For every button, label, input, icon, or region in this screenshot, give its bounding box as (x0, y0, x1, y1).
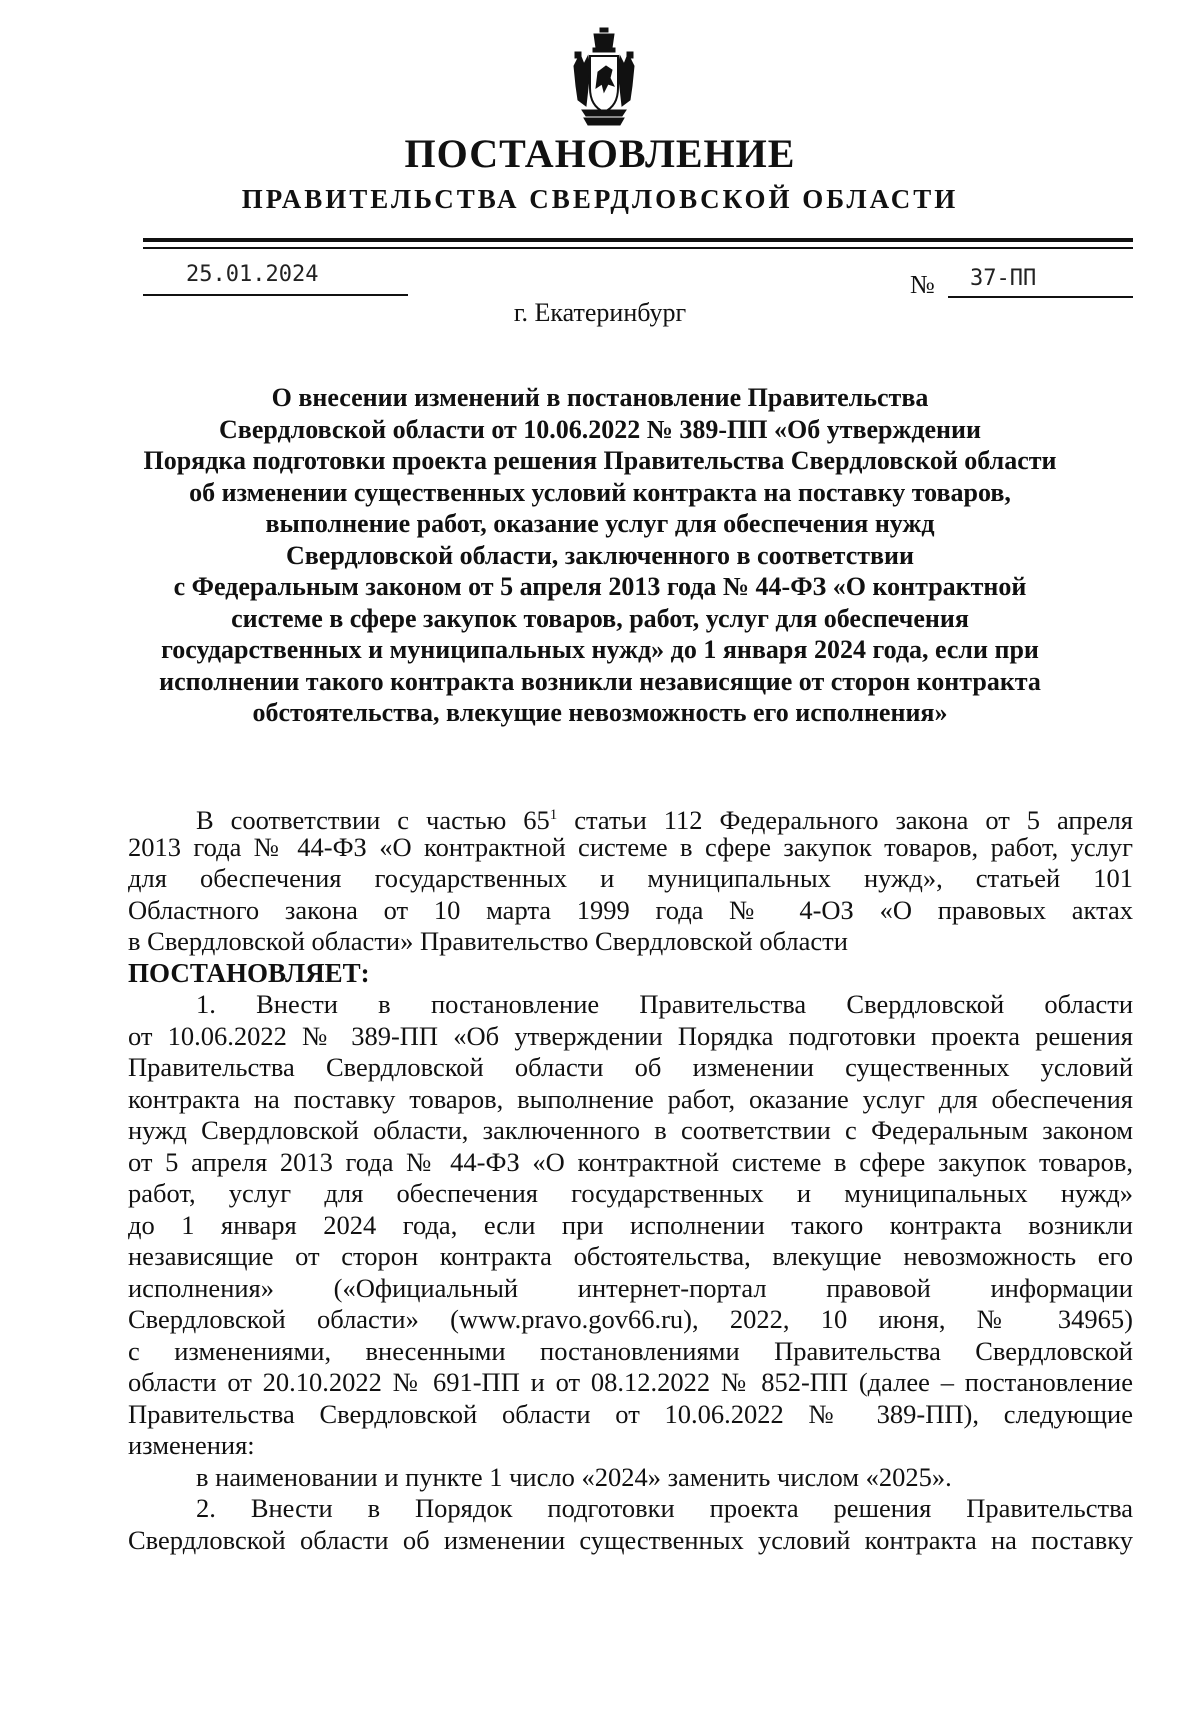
item1-change: в наименовании и пункте 1 число «2024» заменить числом «2025». (196, 1461, 952, 1492)
heading-line: об изменении существенных условий контракта на поставку товаров, (189, 477, 1011, 507)
item1-line: 1. Внести в постановление Правительства Свердловской области (196, 989, 1133, 1019)
item1-line: изменения: (128, 1430, 255, 1460)
preamble-line: в Свердловской области» Правительство Свердловской области (128, 926, 848, 956)
item1-line: нужд Свердловской области, заключенного в соответствии с Федеральным законом (128, 1115, 1133, 1145)
preamble-line: 2013 года № 44-ФЗ «О контрактной системе в сфере закупок товаров, работ, услуг (128, 831, 1133, 862)
preamble-text: В соответствии с частью 65 (196, 804, 550, 835)
document-title: ПОСТАНОВЛЕНИЕ (404, 131, 796, 176)
document-heading (100, 382, 1100, 729)
document-body (128, 800, 1133, 1556)
decree-word: ПОСТАНОВЛЯЕТ: (128, 957, 370, 988)
document-issuer: ПРАВИТЕЛЬСТВА СВЕРДЛОВСКОЙ ОБЛАСТИ (241, 184, 959, 214)
issue-city: г. Екатеринбург (513, 298, 687, 327)
header-rule-thin (143, 247, 1133, 249)
superscript: 1 (549, 807, 558, 823)
item1-line: от 10.06.2022 № 389-ПП «Об утверждении Порядка подготовки проекта решения (128, 1020, 1133, 1051)
item1-line: с изменениями, внесенными постановлениями Правительства Свердловской (128, 1335, 1133, 1366)
heading-line: государственных и муниципальных нужд» до 1 января 2024 года, если при (161, 635, 1039, 664)
item2-line: Свердловской области об изменении существенных условий контракта на поставку (128, 1524, 1133, 1555)
heading-line: О внесении изменений в постановление Правительства (271, 383, 929, 412)
number-sign: № (910, 270, 935, 299)
number-field (948, 264, 1133, 298)
date-field (143, 262, 408, 296)
item1-line: контракта на поставку товаров, выполнение работ, оказание услуг для обеспечения (128, 1083, 1133, 1114)
preamble-line (128, 800, 1133, 835)
preamble-line: Областного закона от 10 марта 1999 года № 4-ОЗ «О правовых актах (128, 894, 1133, 925)
document-date: 25.01.2024 (186, 262, 319, 287)
heading-line: выполнение работ, оказание услуг для обеспечения нужд (265, 509, 935, 538)
heading-line: исполнении такого контракта возникли независящие от сторон контракта (159, 666, 1041, 696)
item1-line: исполнения» («Официальный интернет-портал правовой информации (128, 1272, 1133, 1303)
heading-line: обстоятельства, влекущие невозможность его исполнения» (252, 698, 948, 727)
heading-line: Свердловской области от 10.06.2022 № 389-ПП «Об утверждении (219, 414, 981, 444)
heading-line: Порядка подготовки проекта решения Правительства Свердловской области (143, 446, 1057, 475)
item1-line: до 1 января 2024 года, если при исполнении такого контракта возникли (128, 1209, 1133, 1240)
header-rule-thick (143, 238, 1133, 242)
item1-line: Правительства Свердловской области об изменении существенных условий (128, 1052, 1133, 1082)
coat-of-arms-icon (572, 26, 636, 128)
heading-line: Свердловской области, заключенного в соответствии (285, 540, 915, 570)
item2-line: 2. Внести в Порядок подготовки проекта решения Правительства (196, 1493, 1133, 1523)
item1-line: независящие от сторон контракта обстоятельства, влекущие невозможность его (128, 1241, 1133, 1271)
preamble-line: для обеспечения государственных и муниципальных нужд», статьей 101 (128, 863, 1133, 893)
heading-line: с Федеральным законом от 5 апреля 2013 года № 44-ФЗ «О контрактной (173, 572, 1027, 601)
heading-line: системе в сфере закупок товаров, работ, услуг для обеспечения (231, 603, 969, 633)
preamble-text: статьи 112 Федерального закона от 5 апреля (557, 804, 1133, 835)
item1-line: Свердловской области» (www.pravo.gov66.ru), 2022, 10 июня, № 34965) (128, 1304, 1133, 1334)
document-number: 37-ПП (970, 266, 1037, 291)
item1-line: области от 20.10.2022 № 691-ПП и от 08.12.2022 № 852-ПП (далее – постановление (128, 1367, 1133, 1397)
item1-line: работ, услуг для обеспечения государственных и муниципальных нужд» (128, 1178, 1133, 1208)
item1-line: Правительства Свердловской области от 10.06.2022 № 389-ПП), следующие (128, 1398, 1133, 1429)
item1-line: от 5 апреля 2013 года № 44-ФЗ «О контрактной системе в сфере закупок товаров, (128, 1146, 1133, 1177)
